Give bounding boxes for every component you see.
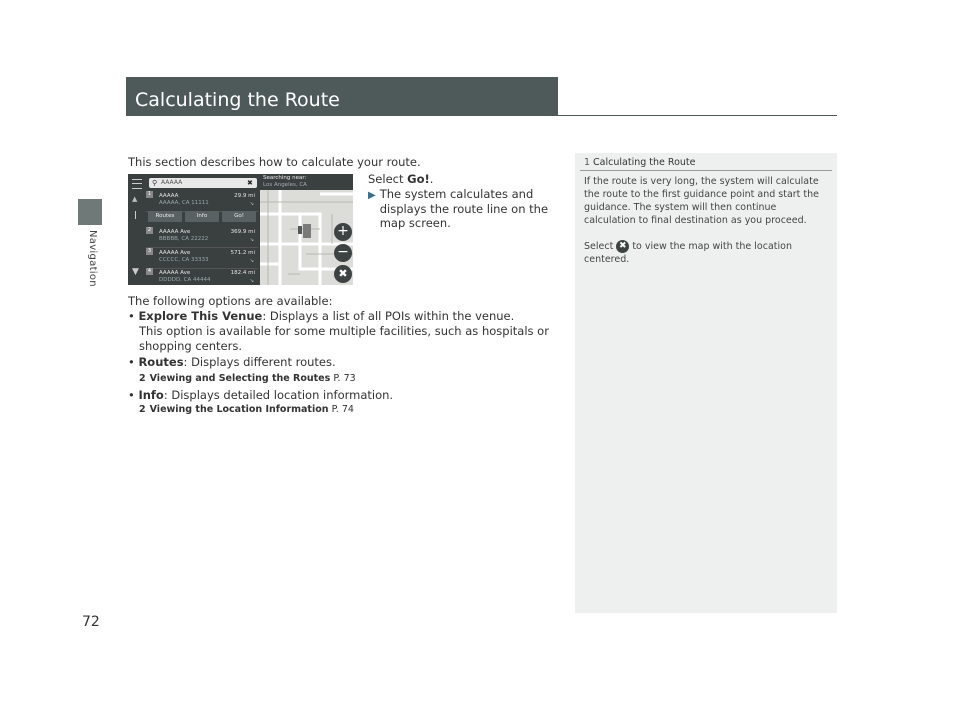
- zoom-in-icon: +: [334, 223, 352, 241]
- note-p2-post: to view the map with the location centered.: [584, 241, 792, 265]
- menu-icon: [132, 179, 142, 189]
- option-explore-note: This option is available for some multiple facilities, such as hospitals or shopping centers.: [139, 324, 549, 353]
- poi-list-panel: [128, 174, 260, 285]
- poi-list-item: [146, 248, 258, 269]
- poi-distance: 571.2 mi: [230, 250, 255, 256]
- result-text: The system calculates and displays the route line on the map screen.: [379, 187, 549, 230]
- note-rule: [580, 170, 832, 171]
- section-label: Navigation: [87, 230, 98, 287]
- zoom-out-icon: −: [334, 244, 352, 262]
- xref-routes-page: P. 73: [333, 373, 356, 384]
- routes-button: Routes: [148, 211, 182, 222]
- info-button: Info: [185, 211, 219, 222]
- poi-address: CCCCC, CA 33333: [159, 257, 209, 263]
- option-explore-desc: : Displays a list of all POIs within the venue.: [262, 309, 515, 323]
- clear-search-icon: ✖: [247, 179, 253, 187]
- map-caption-line2: Los Angeles, CA: [263, 182, 307, 188]
- xref-info[interactable]: [139, 404, 354, 415]
- xref-arrow-icon: 2: [139, 373, 146, 384]
- note-heading: [584, 157, 695, 168]
- section-tab-marker: [78, 199, 102, 225]
- poi-address: DDDDD, CA 44444: [159, 277, 211, 283]
- result-arrow-icon: ▶: [368, 190, 376, 201]
- map-caption: [260, 174, 353, 190]
- note-p2-pre: Select: [584, 241, 614, 252]
- poi-number: 4: [147, 268, 152, 274]
- go-button: Go!: [222, 211, 256, 222]
- scroll-bar: [135, 211, 136, 219]
- poi-address: BBBBB, CA 22222: [159, 236, 209, 242]
- option-routes-label: Routes: [138, 355, 184, 369]
- title-bar: [126, 77, 558, 115]
- poi-name: AAAAA Ave: [159, 270, 191, 276]
- page-title: Calculating the Route: [135, 89, 340, 111]
- direction-arrow-icon: ↘: [249, 278, 254, 284]
- xref-routes[interactable]: [139, 373, 356, 384]
- bullet-dot: •: [128, 355, 139, 369]
- poi-number: 1: [147, 191, 152, 197]
- direction-arrow-icon: ↘: [249, 237, 254, 243]
- navigation-screen-image: [128, 174, 353, 285]
- xref-info-page: P. 74: [331, 404, 354, 415]
- option-info: [128, 388, 393, 403]
- xref-arrow-icon: 2: [139, 404, 146, 415]
- scroll-up-icon: ▲: [132, 195, 138, 203]
- options-intro: The following options are available:: [128, 294, 333, 308]
- step-instruction: [368, 172, 433, 186]
- option-routes: [128, 355, 336, 370]
- xref-info-title: Viewing the Location Information: [149, 404, 329, 415]
- recenter-icon: ✖: [616, 240, 629, 253]
- note-paragraph-2: [584, 240, 829, 266]
- direction-arrow-icon: ↘: [249, 258, 254, 264]
- search-input: [149, 178, 257, 188]
- poi-distance: 369.9 mi: [230, 229, 255, 235]
- intro-text: This section describes how to calculate your route.: [128, 155, 421, 169]
- note-number: 1: [584, 157, 591, 168]
- xref-routes-title: Viewing and Selecting the Routes: [149, 373, 331, 384]
- recenter-icon: ✖: [334, 265, 352, 283]
- bullet-dot: •: [128, 388, 139, 402]
- option-explore-label: Explore This Venue: [138, 309, 263, 323]
- poi-button-row: [148, 211, 258, 222]
- search-text: AAAAA: [161, 179, 183, 186]
- option-routes-desc: : Displays different routes.: [183, 355, 336, 369]
- poi-list-item: [146, 227, 258, 248]
- poi-list-item: [146, 191, 258, 212]
- option-explore: [128, 309, 514, 324]
- poi-distance: 182.4 mi: [230, 270, 255, 276]
- scroll-down-icon: ▼: [132, 267, 139, 277]
- bullet-dot: •: [128, 309, 139, 323]
- option-info-desc: : Displays detailed location information.: [163, 388, 394, 402]
- step-action: Go!: [407, 172, 430, 186]
- search-icon: ⚲: [152, 179, 158, 187]
- direction-arrow-icon: ↘: [249, 201, 254, 207]
- poi-name: AAAAA Ave: [159, 229, 191, 235]
- title-rule: [126, 115, 837, 116]
- step-suffix: .: [429, 172, 434, 186]
- note-box: [575, 153, 837, 613]
- step-result: [368, 187, 563, 231]
- poi-list-item: [146, 268, 258, 285]
- poi-name: AAAAA Ave: [159, 250, 191, 256]
- poi-name: AAAAA: [159, 193, 179, 199]
- map-caption-line1: Searching near:: [263, 175, 307, 181]
- map-view: [260, 174, 353, 285]
- step-prefix: Select: [368, 172, 408, 186]
- note-paragraph-1: If the route is very long, the system will calculate the route to the first guidance point and start the guidance. The system will then continue calculation to final destination as you proceed.: [584, 176, 820, 226]
- option-info-label: Info: [138, 388, 164, 402]
- poi-number: 3: [147, 248, 152, 254]
- poi-distance: 29.9 mi: [234, 193, 255, 199]
- note-title: Calculating the Route: [593, 157, 696, 168]
- poi-address: AAAAA, CA 11111: [159, 200, 209, 206]
- route-highlight: [303, 224, 311, 238]
- poi-number: 2: [147, 227, 152, 233]
- page-number: 72: [82, 614, 100, 630]
